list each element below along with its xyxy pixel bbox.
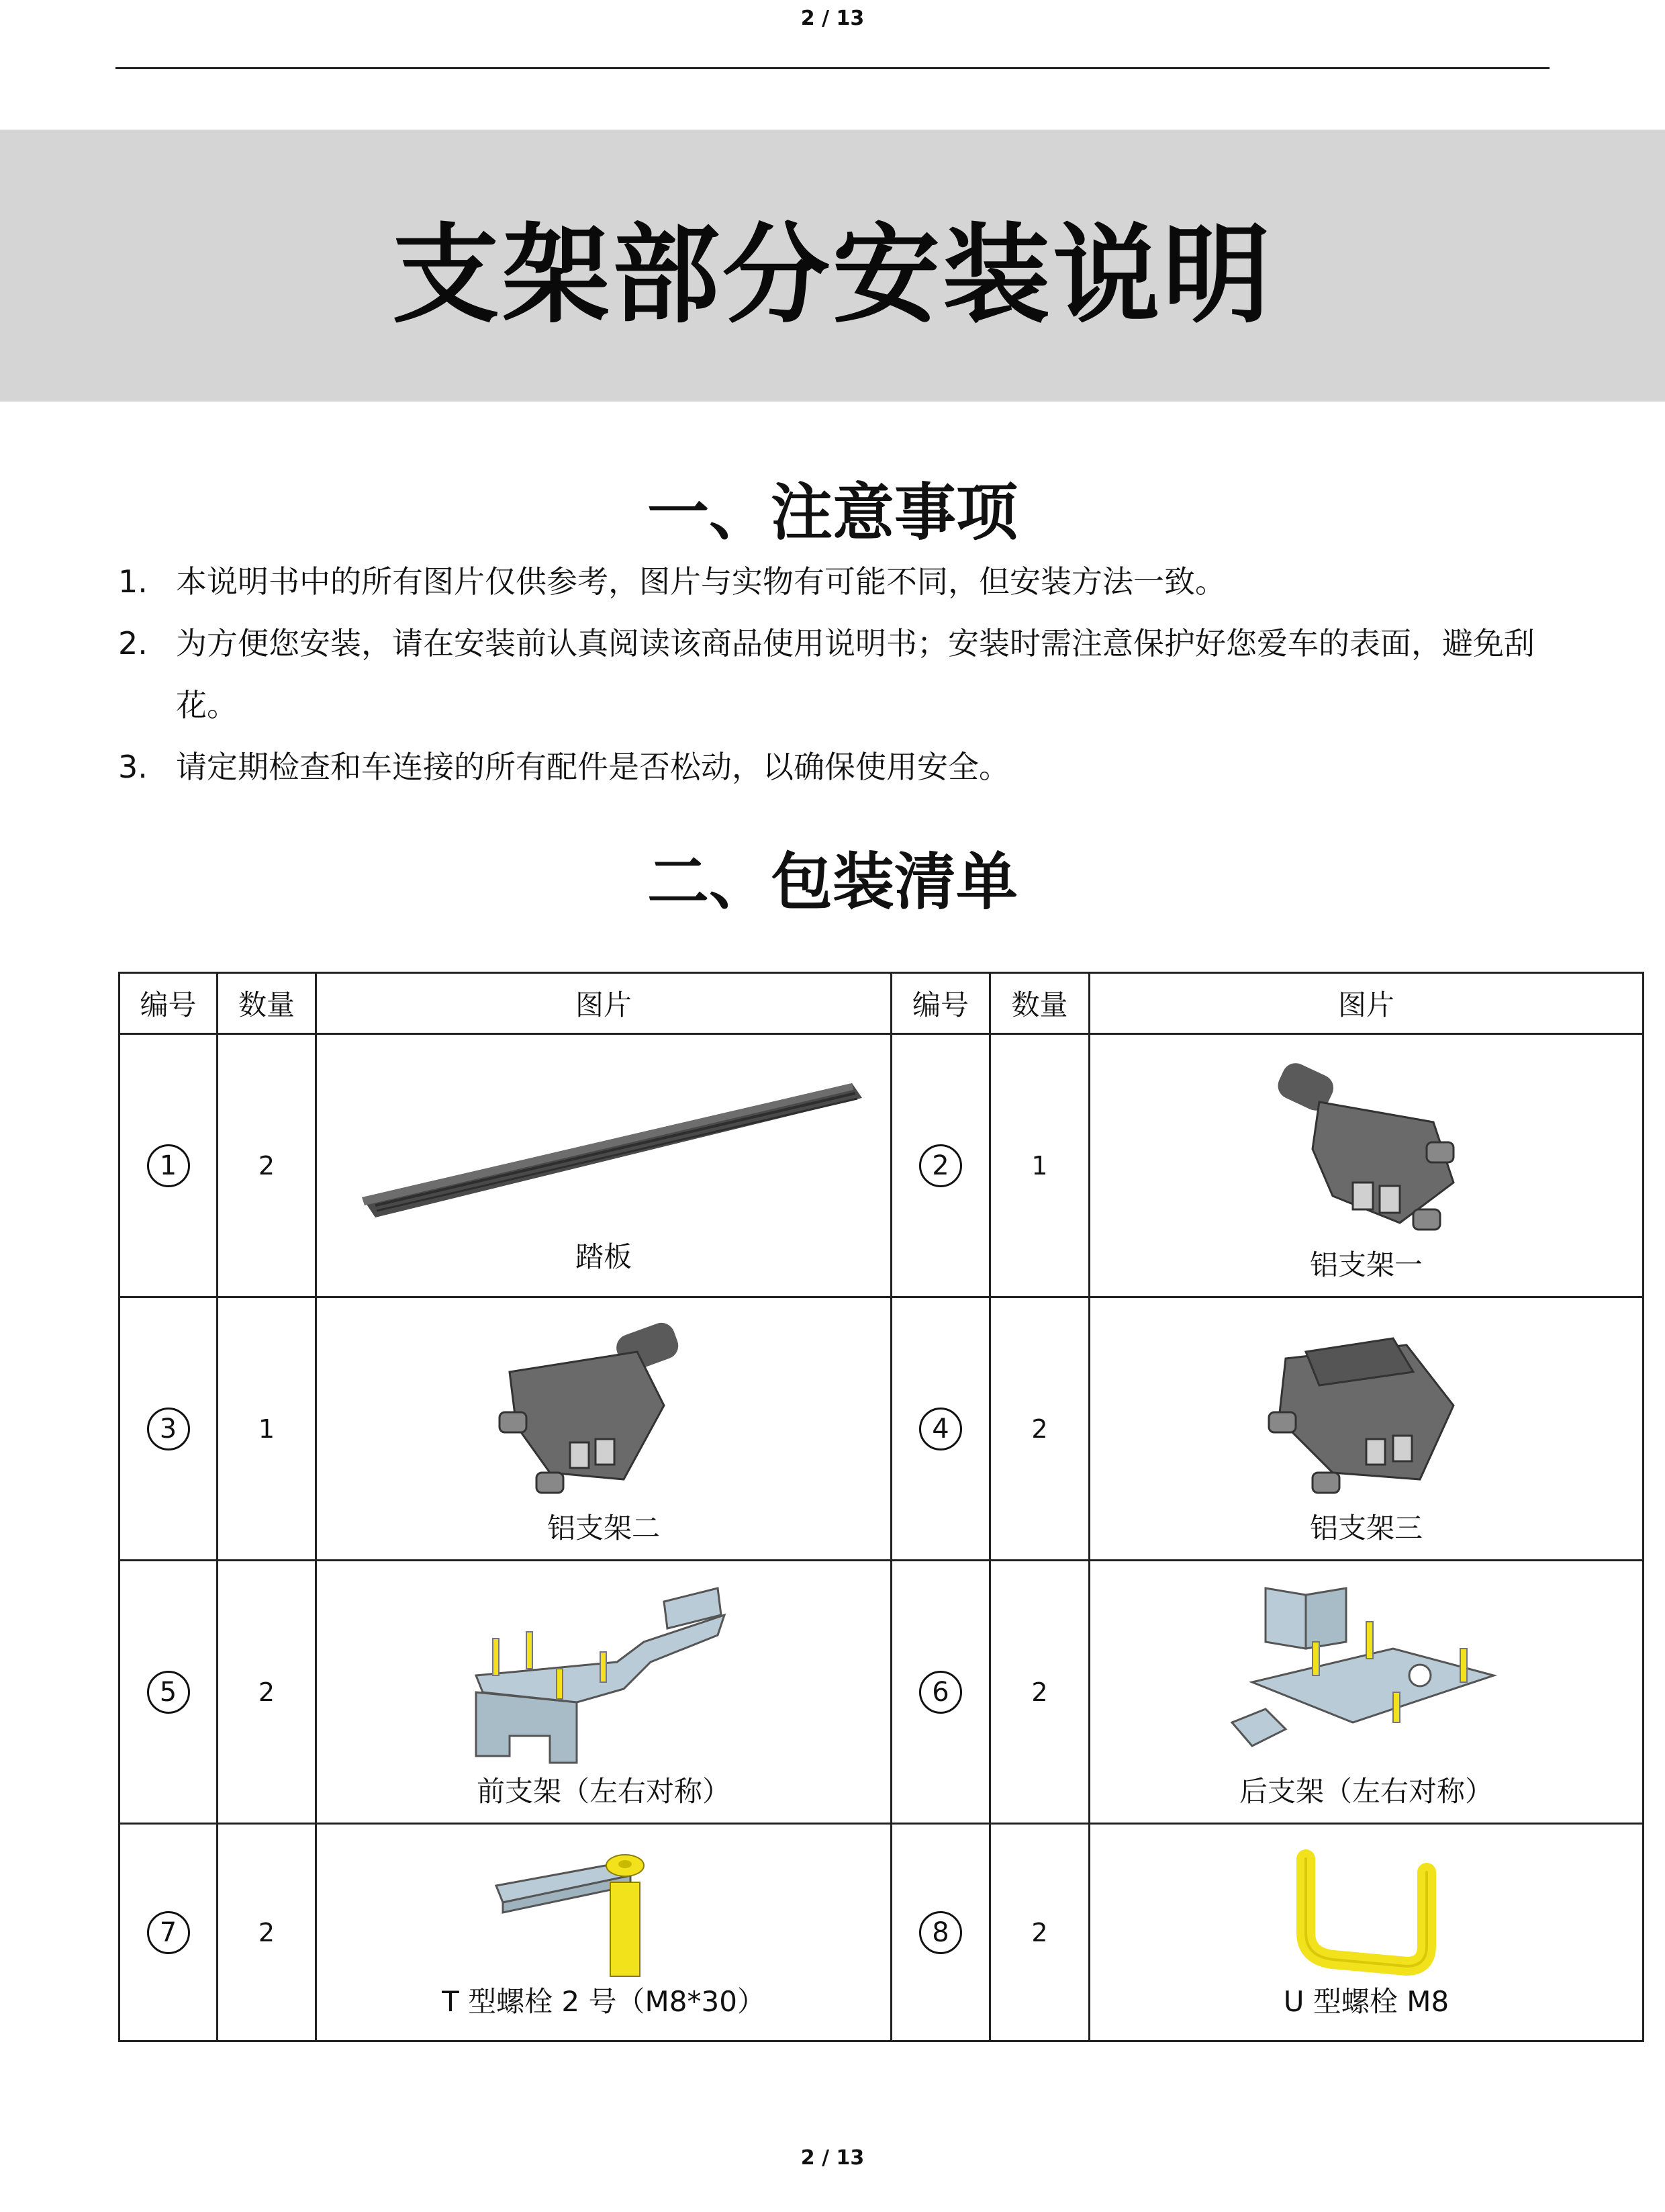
item-quantity: 2 [990, 1824, 1090, 2041]
aluminum-bracket-2-illustration [469, 1311, 738, 1506]
item-caption: 踏板 [575, 1240, 632, 1273]
item-picture-cell [1090, 1824, 1644, 2041]
item-quantity: 2 [990, 1297, 1090, 1561]
rear-bracket-illustration [1225, 1575, 1507, 1769]
header-qty: 数量 [990, 973, 1090, 1034]
table-header-row [120, 973, 1644, 1034]
list-item [114, 551, 1578, 612]
page-number-top: 2 / 13 [800, 7, 865, 30]
notes-list [114, 551, 1578, 798]
item-quantity: 1 [990, 1034, 1090, 1297]
packing-list-table [118, 972, 1644, 2042]
item-number-badge: 7 [147, 1911, 190, 1954]
item-picture-cell [316, 1561, 892, 1824]
item-number-badge: 6 [919, 1671, 962, 1714]
table-row [120, 1034, 1644, 1297]
item-caption: T 型螺栓 2 号（M8*30） [442, 1984, 765, 2018]
item-quantity: 2 [218, 1561, 316, 1824]
aluminum-bracket-3-illustration [1232, 1311, 1501, 1506]
item-caption: 前支架（左右对称） [476, 1774, 730, 1808]
list-text: 为方便您安装，请在安装前认真阅读该商品使用说明书；安装时需注意保护好您爱车的表面，避免刮花。 [176, 625, 1535, 723]
header-id: 编号 [892, 973, 990, 1034]
list-number: 3. [118, 749, 148, 785]
t-bolt-illustration [489, 1845, 718, 1980]
u-bolt-illustration [1279, 1845, 1454, 1980]
running-board-illustration [335, 1056, 872, 1238]
item-quantity: 2 [218, 1034, 316, 1297]
item-picture-cell [316, 1297, 892, 1561]
table-row [120, 1297, 1644, 1561]
item-caption: U 型螺栓 M8 [1283, 1984, 1449, 2018]
item-number-badge: 5 [147, 1671, 190, 1714]
item-number-badge: 2 [919, 1144, 962, 1187]
header-picture: 图片 [316, 973, 892, 1034]
item-number-badge: 1 [147, 1144, 190, 1187]
aluminum-bracket-1-illustration [1232, 1048, 1501, 1243]
header-id: 编号 [120, 973, 218, 1034]
item-caption: 铝支架二 [546, 1511, 660, 1545]
page-number-bottom: 2 / 13 [800, 2146, 865, 2170]
table-row [120, 1824, 1644, 2041]
table-row [120, 1561, 1644, 1824]
item-quantity: 1 [218, 1297, 316, 1561]
item-picture-cell [316, 1034, 892, 1297]
section-title-packing: 二、包装清单 [647, 846, 1018, 918]
section-title-notes: 一、注意事项 [647, 477, 1018, 549]
item-picture-cell [1090, 1297, 1644, 1561]
list-text: 本说明书中的所有图片仅供参考，图片与实物有可能不同，但安装方法一致。 [176, 563, 1226, 600]
header-divider [115, 67, 1550, 69]
list-number: 1. [118, 563, 148, 600]
item-picture-cell [1090, 1034, 1644, 1297]
list-text: 请定期检查和车连接的所有配件是否松动，以确保使用安全。 [176, 749, 1010, 785]
header-picture: 图片 [1090, 973, 1644, 1034]
item-picture-cell [1090, 1561, 1644, 1824]
document-title: 支架部分安装说明 [391, 212, 1273, 338]
item-quantity: 2 [218, 1824, 316, 2041]
list-item [114, 612, 1578, 736]
list-item [114, 736, 1578, 798]
item-caption: 铝支架一 [1309, 1248, 1423, 1281]
list-number: 2. [118, 625, 148, 661]
item-caption: 铝支架三 [1309, 1511, 1423, 1545]
front-bracket-illustration [463, 1575, 745, 1769]
item-picture-cell [316, 1824, 892, 2041]
header-qty: 数量 [218, 973, 316, 1034]
item-number-badge: 8 [919, 1911, 962, 1954]
item-quantity: 2 [990, 1561, 1090, 1824]
title-banner [0, 130, 1665, 402]
item-number-badge: 3 [147, 1408, 190, 1450]
item-caption: 后支架（左右对称） [1239, 1774, 1493, 1808]
item-number-badge: 4 [919, 1408, 962, 1450]
